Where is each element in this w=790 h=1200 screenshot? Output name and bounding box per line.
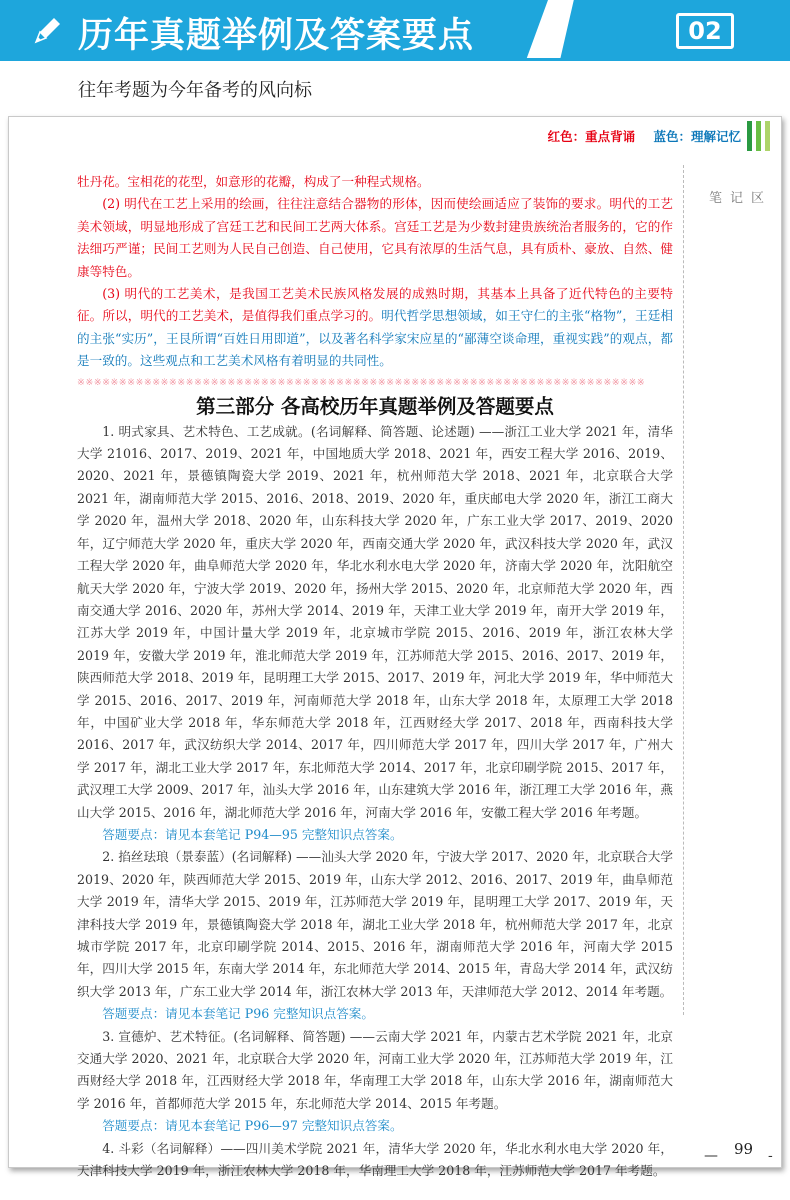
- section-title: 第三部分 各高校历年真题举例及答题要点: [196, 394, 554, 418]
- question-1: 1. 明式家具、艺术特色、工艺成就。(名词解释、简答题、论述题) ——浙江工业大学 2021 年，清华大学 21016、2017、2019、2021 年，中国地质大学 2018、2021 年，西安工程大学 2016、2019、2020、2021 年，景德镇陶瓷大学 2019、2021 年，杭州师范大学 2018、2021 年，北京联合大学 2021 年，湖南师范大学 2015、2016、2018、2019、2020 年，重庆邮电大学 2020 年，浙江工商大学 2020 年，温州大学 2018、2020 年，山东科技大学 2020 年，广东工业大学 2017、2019、2020 年，辽宁师范大学 2020 年，重庆大学 2020 年，西南交通大学 2020 年，武汉科技大学 2020 年，武汉工程大学 2020 年，曲阜师范大学 2020 年，华北水利水电大学 2020 年，济南大学 2020 年，沈阳航空航天大学 2020 年，宁波大学 2019、2020 年，扬州大学 2015、2020 年，北京师范大学 2020 年，西南交通大学 2016、2020 年，苏州大学 2014、2019 年，天津工业大学 2019 年，南开大学 2019 年，江苏大学 2019 年，中国计量大学 2019 年，北京城市学院 2015、2016、2019 年，浙江农林大学 2019 年，安徽大学 2019 年，淮北师范大学 2019 年，江苏师范大学 2015、2016、2017、2019 年，陕西师范大学 2018、2019 年，昆明理工大学 2015、2017、2019 年，河北大学 2019 年，华中师范大学 2015、2016、2017、2019 年，河南师范大学 2018 年，山东大学 2018 年，太原理工大学 2018 年，中国矿业大学 2018 年，华东师范大学 2018 年，江西财经大学 2017、2018 年，西南科技大学 2016、2017 年，武汉纺织大学 2014、2017 年，四川师范大学 2017 年，四川大学 2017 年，广州大学 2017 年，湖北工业大学 2017 年，东北师范大学 2014、2017 年，北京印刷学院 2015、2017 年，武汉理工大学 2009、2017 年，汕头大学 2016 年，山东建筑大学 2016 年，浙江理工大学 2016 年，燕山大学 2015、2016 年，湖北师范大学 2016 年，河南大学 2016 年，安徽工程大学 2016 年考题。: [77, 423, 673, 820]
- answer-1: 答题要点：请见本套笔记 P94—95 完整知识点答案。: [102, 826, 403, 842]
- paragraph-3-understand: 明代哲学思想领域，如王守仁的主张“格物”，王廷相的主张“实历”，王艮所谓“百姓日用即道”，以及著名科学家宋应星的“鄙薄空谈命理，重视实践”的观点，都是一致的。这些观点和工艺美术风格有着明显的共同性。: [77, 308, 674, 369]
- book-icon: [747, 121, 775, 151]
- page-number: 99: [734, 1140, 754, 1158]
- paragraph-3: [77, 283, 673, 373]
- section-divider: ※※※※※※※※※※※※※※※※※※※※※※※※※※※※※※※※※※※※※※※※※※※※※※※※※※※※※※※※※※※※※※※※※※※※: [77, 376, 646, 388]
- banner-right-panel: [560, 0, 790, 60]
- legend-blue: 蓝色：理解记忆: [653, 129, 741, 144]
- question-3: 3. 宣德炉、艺术特征。(名词解释、简答题) ——云南大学 2021 年，内蒙古艺术学院 2021 年，北京交通大学 2020、2021 年，北京联合大学 2020 年，河南工业大学 2020 年，江苏师范大学 2019 年，江西财经大学 2018 年，江西财经大学 2018 年，华南理工大学 2018 年，山东大学 2016 年，湖南师范大学 2016 年，首都师范大学 2015 年，东北师范大学 2014、2015 年考题。: [77, 1028, 673, 1111]
- page-subtitle: 往年考题为今年备考的风向标: [78, 80, 312, 101]
- question-2: 2. 掐丝珐琅（景泰蓝）(名词解释) ——汕头大学 2020 年，宁波大学 2017、2020 年，北京联合大学 2019、2020 年，陕西师范大学 2015、2019 年，山东大学 2012、2016、2017、2019 年，曲阜师范大学 2019 年，清华大学 2015、2019 年，江苏师范大学 2019 年，昆明理工大学 2017、2019 年，天津科技大学 2019 年，景德镇陶瓷大学 2018 年，湖北工业大学 2018 年，杭州师范大学 2017 年，北京城市学院 2017 年，北京印刷学院 2014、2015、2016 年，湖南师范大学 2016 年，河南大学 2015 年，四川大学 2015 年，东南大学 2014 年，东北师范大学 2014、2015 年，青岛大学 2014 年，武汉纺织大学 2013 年，广东工业大学 2014 年，浙江农林大学 2013 年，天津师范大学 2012、2014 年考题。: [77, 849, 673, 999]
- legend-red: 红色：重点背诵: [547, 129, 636, 144]
- paragraph-2: (2) 明代在工艺上采用的绘画，往往注意结合器物的形体，因而使绘画适应了装饰的要求。明代的工艺美术领域，明显地形成了宫廷工艺和民间工艺两大体系。宫廷工艺是为少数封建贵族统治者服务的，它的作法细巧严谨；民间工艺则为人民自己创造、自己使用，它具有浓厚的生活气息，具有质朴、豪放、自然、健康等特色。: [77, 196, 673, 279]
- banner-underline: [0, 58, 790, 61]
- answer-3: 答题要点：请见本套笔记 P96—97 完整知识点答案。: [102, 1118, 403, 1134]
- question-4: 4. 斗彩（名词解释）——四川美术学院 2021 年，清华大学 2020 年，华北水利水电大学 2020 年，天津科技大学 2019 年，浙江农林大学 2018 年，华南理工大学 2018 年，江苏师范大学 2017 年考题。: [77, 1140, 673, 1179]
- paragraph-1: 牡丹花。宝相花的花型，如意形的花瓣，构成了一种程式规格。: [77, 174, 430, 189]
- answer-2: 答题要点：请见本套笔记 P96 完整知识点答案。: [102, 1006, 374, 1022]
- notes-divider: [683, 165, 685, 1015]
- chapter-badge: 02: [676, 13, 734, 49]
- paragraph-3-key: (3) 明代的工艺美术，是我国工艺美术民族风格发展的成熟时期，其基本上具备了近代特色的主要特征。所以，明代的工艺美术，是值得我们重点学习的。: [77, 286, 673, 324]
- notes-label: 笔记区: [709, 191, 773, 206]
- color-legend: [548, 127, 741, 145]
- main-text: [77, 171, 673, 1182]
- pencil-icon: [30, 14, 64, 48]
- content-card: [8, 116, 782, 1179]
- page-title: 历年真题举例及答案要点: [78, 16, 475, 56]
- footer-dash: —: [704, 1148, 718, 1164]
- header-banner: [0, 0, 790, 60]
- footer-dash-right: -: [768, 1148, 773, 1164]
